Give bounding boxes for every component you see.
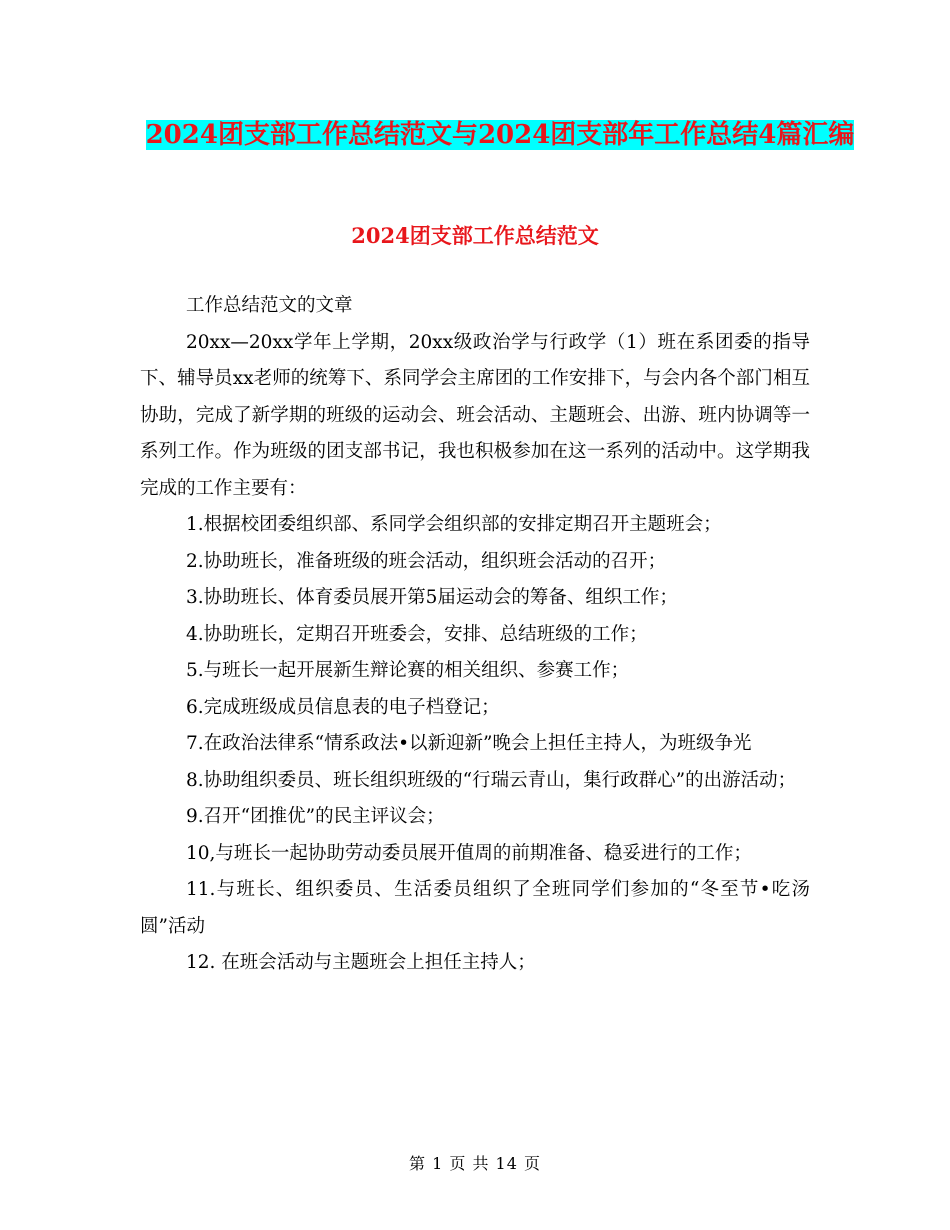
document-body bbox=[140, 288, 810, 982]
document-title bbox=[140, 110, 860, 160]
list-item: 3.协助班长、体育委员展开第5届运动会的筹备、组织工作； bbox=[186, 587, 678, 608]
list-item: 5.与班长一起开展新生辩论赛的相关组织、参赛工作； bbox=[186, 660, 630, 681]
list-item: 1.根据校团委组织部、系同学会组织部的安排定期召开主题班会； bbox=[186, 514, 722, 535]
page-number-footer: 第 1 页 共 14 页 bbox=[409, 1154, 541, 1173]
paragraph: 工作总结范文的文章 bbox=[186, 295, 353, 316]
list-item: 7.在政治法律系“情系政法•以新迎新”晚会上担任主持人，为班级争光 bbox=[186, 733, 752, 754]
list-item: 4.协助班长，定期召开班委会，安排、总结班级的工作； bbox=[186, 623, 648, 645]
list-item: 9.召开“团推优”的民主评议会； bbox=[186, 806, 445, 827]
list-item: 2.协助班长，准备班级的班会活动，组织班会活动的召开； bbox=[186, 550, 667, 572]
list-item: 6.完成班级成员信息表的电子档登记； bbox=[186, 696, 500, 718]
section-heading: 2024团支部工作总结范文 bbox=[351, 223, 599, 248]
list-item: 8.协助组织委员、班长组织班级的“行瑞云青山，集行政群心”的出游活动； bbox=[186, 769, 797, 791]
list-item: 10,与班长一起协助劳动委员展开值周的前期准备、稳妥进行的工作； bbox=[186, 842, 752, 864]
list-item: 11.与班长、组织委员、生活委员组织了全班同学们参加的“冬至节•吃汤圆”活动 bbox=[140, 879, 810, 937]
document-title-text: 2024团支部工作总结范文与2024团支部年工作总结4篇汇编 bbox=[145, 120, 855, 150]
list-item: 12. 在班会活动与主题班会上担任主持人； bbox=[186, 952, 536, 973]
paragraph: 20xx—20xx学年上学期，20xx级政治学与行政学（1）班在系团委的指导下、辅导员xx老师的统筹下、系同学会主席团的工作安排下，与会内各个部门相互协助，完成了新学期的班级的运动会、班会活动、主题班会、出游、班内协调等一系列工作。作为班级的团支部书记，我也积极参加在这一系列的活动中。这学期我完成的工作主要有： bbox=[140, 331, 810, 499]
